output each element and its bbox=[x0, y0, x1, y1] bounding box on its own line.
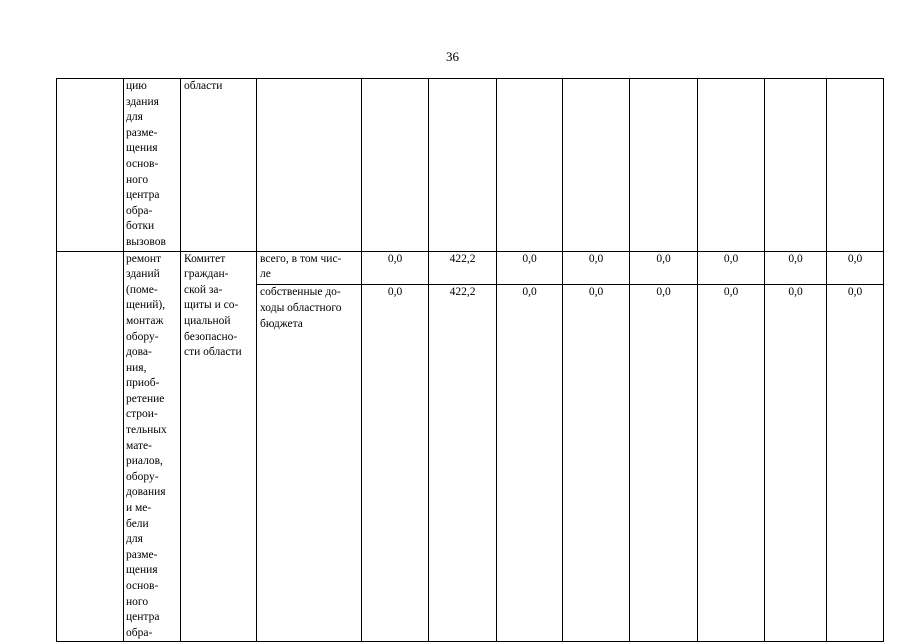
value-cell: 0,0 bbox=[362, 285, 429, 642]
value-cell: 0,0 bbox=[630, 285, 698, 642]
value-cell bbox=[698, 79, 765, 252]
source-cell bbox=[257, 285, 362, 642]
table-row bbox=[57, 79, 884, 252]
event-name: ремонт зданий (поме- щений), монтаж обору- дова- ния, приоб- ретение строи- тельных мате- риалов, обору- дования и ме- бели для разме- щения основ- ного центра обра- bbox=[126, 252, 167, 639]
source-cell bbox=[257, 251, 362, 285]
value-cell: 0,0 bbox=[698, 251, 765, 285]
table-row bbox=[57, 251, 884, 285]
value-cell: 0,0 bbox=[765, 285, 827, 642]
executor-name: области bbox=[184, 80, 223, 92]
value-cell bbox=[362, 79, 429, 252]
event-name-cell bbox=[124, 251, 181, 642]
executor-cell bbox=[181, 79, 257, 252]
value-cell bbox=[630, 79, 698, 252]
number-cell bbox=[57, 79, 124, 252]
value-cell: 0,0 bbox=[827, 285, 884, 642]
value-cell: 0,0 bbox=[698, 285, 765, 642]
value-cell: 0,0 bbox=[563, 285, 630, 642]
value-cell bbox=[765, 79, 827, 252]
page-number: 36 bbox=[446, 49, 459, 64]
budget-table bbox=[56, 78, 884, 642]
value-cell bbox=[429, 79, 497, 252]
value-cell: 0,0 bbox=[497, 285, 563, 642]
value-cell bbox=[563, 79, 630, 252]
number-cell bbox=[57, 251, 124, 642]
source-label: собственные до- ходы областного бюджета bbox=[260, 286, 342, 330]
value-cell: 0,0 bbox=[362, 251, 429, 285]
value-cell: 0,0 bbox=[563, 251, 630, 285]
value-cell bbox=[827, 79, 884, 252]
value-cell: 422,2 bbox=[429, 251, 497, 285]
executor-name: Комитет граждан- ской за- щиты и со- циальной безопасно- сти области bbox=[184, 252, 242, 359]
source-label: всего, в том чис- ле bbox=[260, 252, 342, 281]
value-cell: 0,0 bbox=[765, 251, 827, 285]
value-cell: 422,2 bbox=[429, 285, 497, 642]
value-cell: 0,0 bbox=[827, 251, 884, 285]
value-cell bbox=[497, 79, 563, 252]
value-cell: 0,0 bbox=[497, 251, 563, 285]
executor-cell bbox=[181, 251, 257, 642]
event-name-cell bbox=[124, 79, 181, 252]
event-name: цию здания для разме- щения основ- ного центра обра- ботки вызовов bbox=[126, 80, 166, 248]
value-cell: 0,0 bbox=[630, 251, 698, 285]
source-cell bbox=[257, 79, 362, 252]
